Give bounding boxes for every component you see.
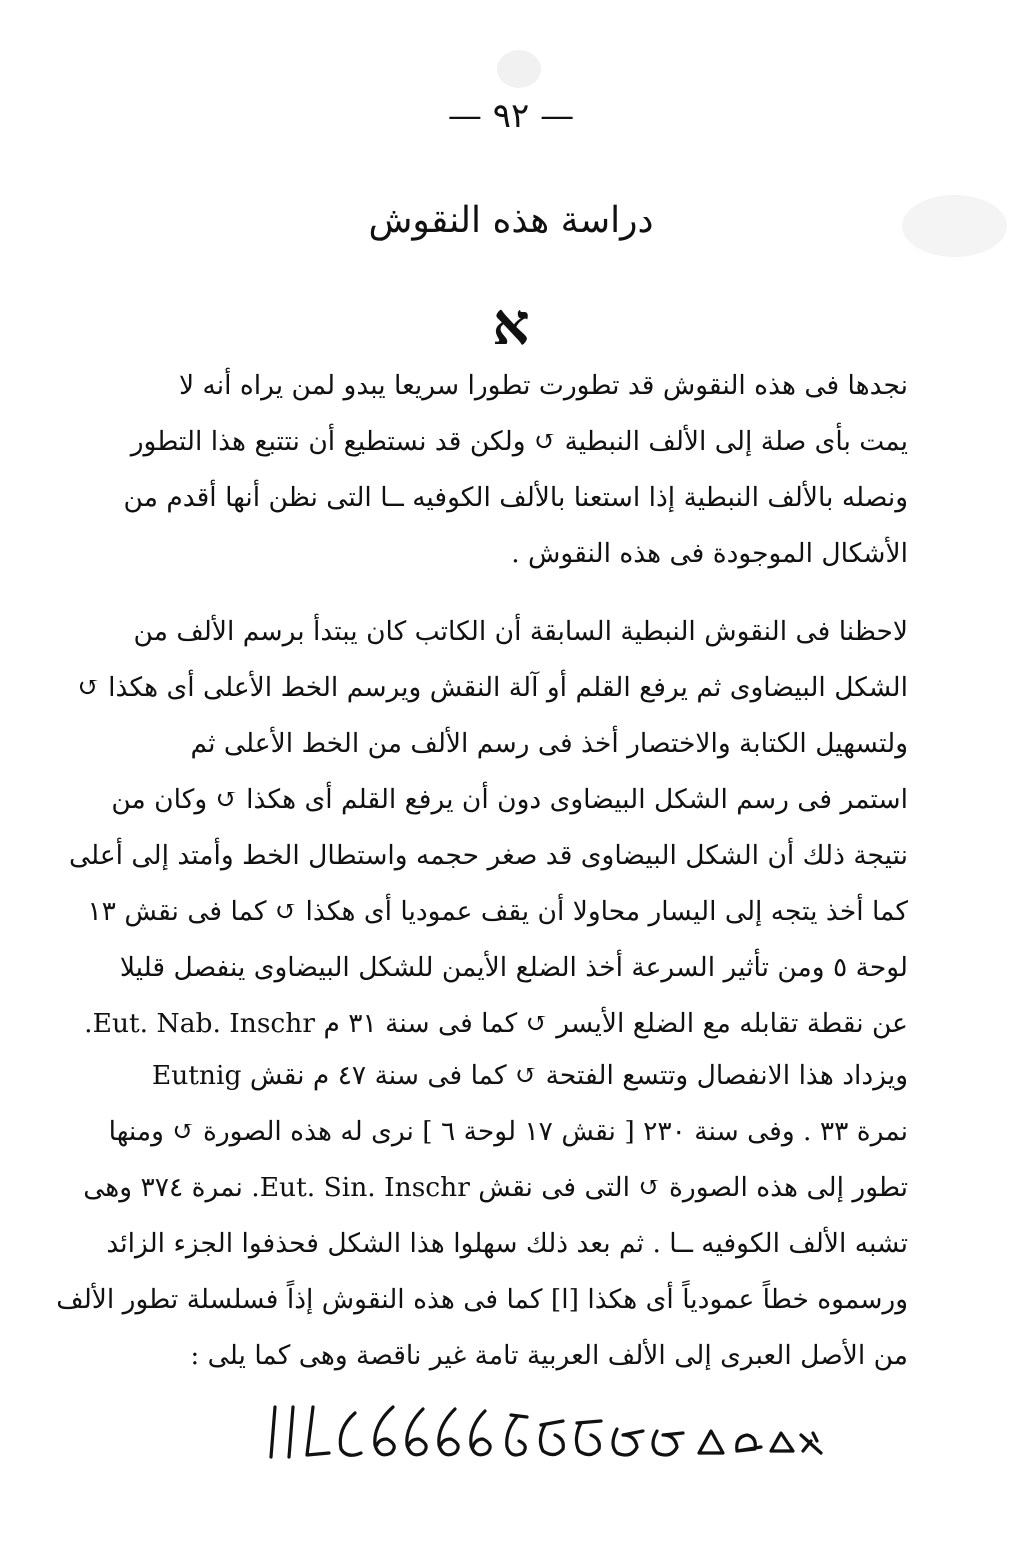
text-line: لاحظنا فى النقوش النبطية السابقة أن الكاتب كان يبتدأ برسم الألف من bbox=[133, 616, 908, 647]
glyph-14 bbox=[699, 1431, 723, 1453]
text-line: لوحة ٥ ومن تأثير السرعة أخذ الضلع الأيمن للشكل البيضاوى ينفصل قليلا bbox=[119, 952, 908, 983]
text-line: نمرة ٣٣ . وفى سنة ٢٣٠ [ نقش ١٧ لوحة ٦ ] نرى له هذه الصورة ↺ ومنها bbox=[108, 1116, 908, 1147]
text-line: عن نقطة تقابله مع الضلع الأيسر ↺ كما فى سنة ٣١ م Eut. Nab. Inschr. bbox=[84, 1008, 908, 1039]
paragraph-3 bbox=[56, 1048, 908, 1384]
glyph-6 bbox=[407, 1409, 426, 1455]
text-line: ولتسهيل الكتابة والاختصار أخذ فى رسم الألف من الخط الأعلى ثم bbox=[190, 728, 908, 759]
alef-evolution-glyphs-icon bbox=[265, 1395, 825, 1465]
page-number: — ٩٢ — bbox=[447, 96, 575, 136]
glyph-8 bbox=[471, 1411, 490, 1455]
text-line: تطور إلى هذه الصورة ↺ التى فى نقش Eut. Sin. Inschr. نمرة ٣٧٤ وهى bbox=[83, 1172, 908, 1203]
glyph-10 bbox=[540, 1421, 563, 1455]
glyph-5 bbox=[375, 1407, 394, 1455]
text-line: يمت بأى صلة إلى الألف النبطية ↺ ولكن قد نستطيع أن نتتبع هذا التطور bbox=[130, 426, 908, 457]
text-line: الأشكال الموجودة فى هذه النقوش . bbox=[511, 538, 908, 569]
text-line: تشبه الألف الكوفيه ــا . ثم بعد ذلك سهلوا هذا الشكل فحذفوا الجزء الزائد bbox=[106, 1228, 908, 1259]
text-line: من الأصل العبرى إلى الألف العربية تامة غير ناقصة وهى كما يلى : bbox=[190, 1340, 908, 1371]
glyph-7 bbox=[439, 1409, 458, 1455]
text-line: ويزداد هذا الانفصال وتتسع الفتحة ↺ كما فى سنة ٤٧ م نقش Eutnig bbox=[151, 1060, 908, 1091]
paragraph-2 bbox=[68, 604, 908, 1052]
text-line: استمر فى رسم الشكل البيضاوى دون أن يرفع القلم أى هكذا ↺ وكان من bbox=[111, 784, 908, 815]
glyph-16 bbox=[771, 1433, 793, 1451]
glyph-1 bbox=[271, 1407, 275, 1457]
text-line: نتيجة ذلك أن الشكل البيضاوى قد صغر حجمه واستطال الخط وأمتد إلى أعلى bbox=[68, 840, 908, 871]
glyph-17 bbox=[801, 1433, 821, 1453]
text-line: كما أخذ يتجه إلى اليسار محاولا أن يقف عموديا أى هكذا ↺ كما فى نقش ١٣ bbox=[87, 896, 908, 927]
section-title: دراسة هذه النقوش bbox=[368, 200, 654, 241]
text-line: ونصله بالألف النبطية إذا استعنا بالألف الكوفيه ــا التى نظن أنها أقدم من bbox=[123, 482, 908, 513]
glyph-11 bbox=[576, 1421, 601, 1455]
paper-smudge bbox=[497, 50, 541, 88]
text-line: الشكل البيضاوى ثم يرفع القلم أو آلة النقش ويرسم الخط الأعلى أى هكذا ↺ bbox=[77, 672, 908, 703]
glyph-4 bbox=[340, 1413, 361, 1455]
glyph-13 bbox=[653, 1431, 683, 1455]
text-line: ورسموه خطاً عمودياً أى هكذا [ا] كما فى هذه النقوش إذاً فسلسلة تطور الألف bbox=[56, 1284, 908, 1315]
glyph-12 bbox=[613, 1429, 643, 1455]
paragraph-1 bbox=[123, 358, 908, 582]
glyph-15 bbox=[737, 1435, 761, 1451]
glyph-9 bbox=[507, 1415, 527, 1455]
glyph-2 bbox=[289, 1407, 293, 1457]
text-line: نجدها فى هذه النقوش قد تطورت تطورا سريعا يبدو لمن يراه أنه لا bbox=[178, 370, 908, 401]
hebrew-alef-heading: א bbox=[492, 290, 530, 358]
glyph-3 bbox=[307, 1407, 329, 1455]
